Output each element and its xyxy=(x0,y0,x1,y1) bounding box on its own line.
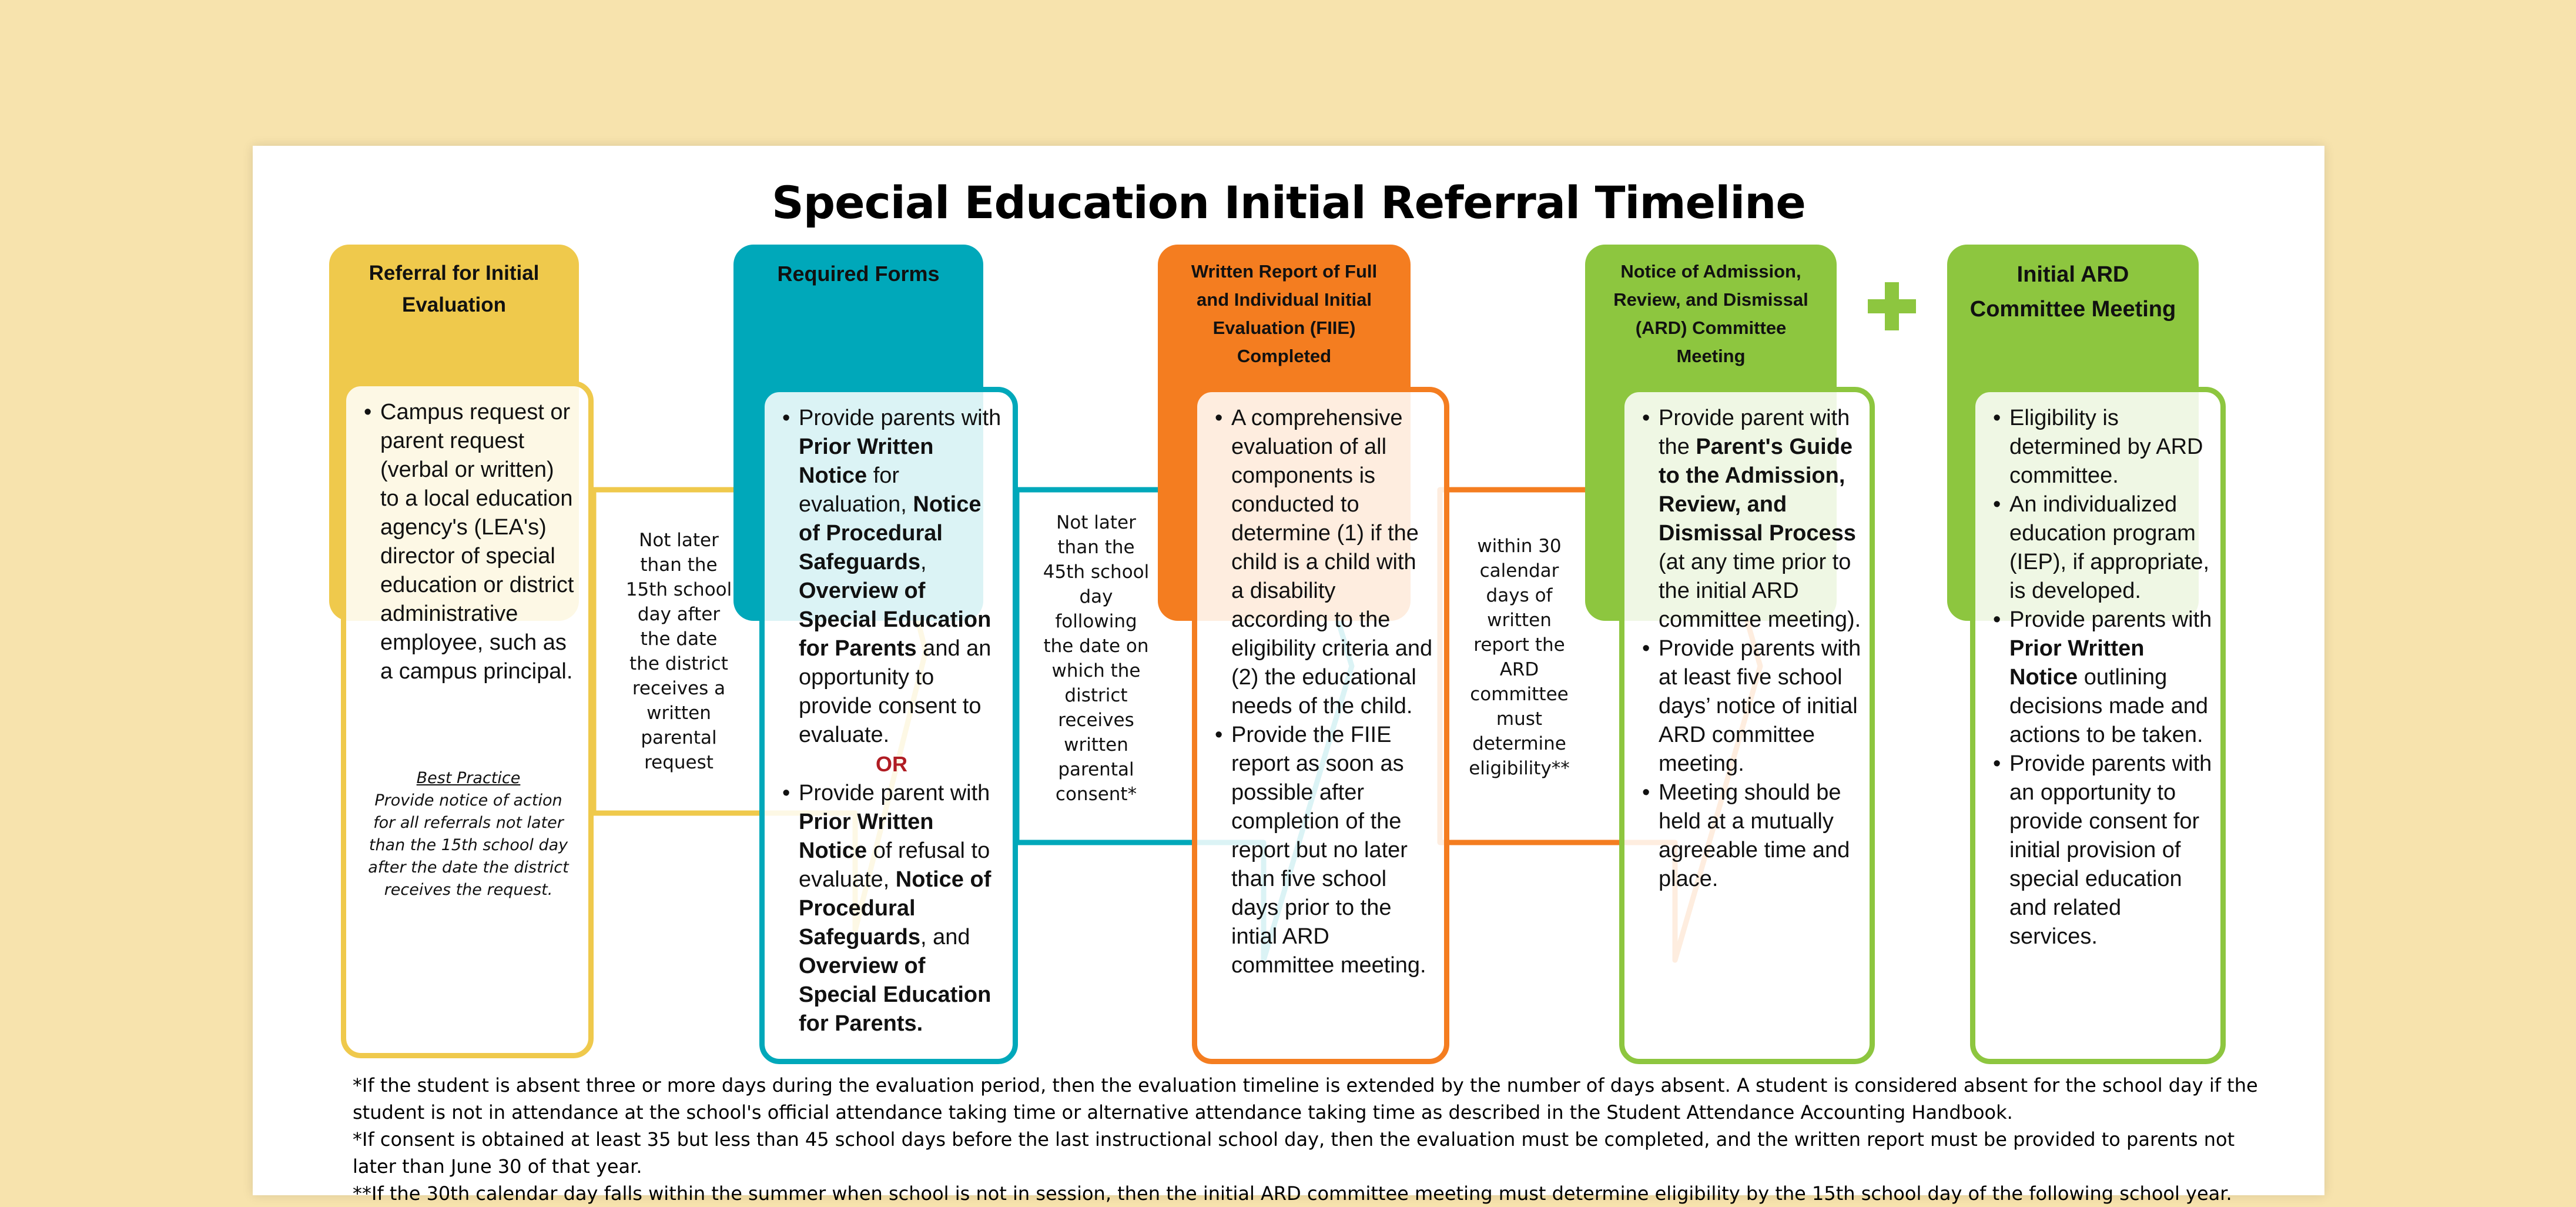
arrow-2-line: consent* xyxy=(1055,784,1137,805)
list-item xyxy=(781,779,1002,1038)
step-2-bullets-alt xyxy=(781,779,1002,1038)
best-practice-text: Provide notice of action for all referrals not later than the 15th school day after the date the district receives the request. xyxy=(368,791,569,899)
bullet-text-run: Notice of Procedural Safeguards xyxy=(799,492,982,574)
bullet-text-run: Prior Written Notice xyxy=(799,810,934,863)
step-5-bullets xyxy=(1992,404,2215,951)
bullet-text-run: outlining decisions made and actions to be taken. xyxy=(2009,665,2208,747)
bullet-text-run: Provide the FIIE report as soon as possible after completion of the report but no later than five school days prior to the intial ARD committee meeting. xyxy=(1231,723,1426,978)
footnote-2: *If consent is obtained at least 35 but less than 45 school days before the last instructional school day, then the evaluation must be completed, and the written report must be provided to parents not later than June 30 of that year. xyxy=(353,1128,2235,1178)
arrow-3-line: report the xyxy=(1473,634,1565,656)
arrow-2-line: following xyxy=(1055,611,1137,632)
step-1-title-line: Evaluation xyxy=(402,293,506,317)
arrow-1-line: 15th school xyxy=(625,579,732,600)
arrow-1-line: request xyxy=(644,752,713,773)
arrow-3-line: must xyxy=(1496,708,1543,730)
bullet-text-run: Campus request or parent request (verbal or written) to a local education agency's (LEA's) director of special education or district administrative employee, such as a campus principal. xyxy=(380,400,574,684)
step-3-bullets xyxy=(1214,404,1435,980)
arrow-2-line: receives xyxy=(1058,710,1134,731)
bullet-text-run: Parent's Guide to the Admission, Review, and Dismissal Process xyxy=(1659,434,1856,546)
step-4-title-line: Notice of Admission, xyxy=(1620,261,1801,282)
step-4-title-line: Meeting xyxy=(1676,346,1746,367)
arrow-3-line: calendar xyxy=(1479,560,1559,581)
bullet-text-run: Overview of Special Education for Parents xyxy=(799,579,991,661)
bullet-text-run: Provide parent with xyxy=(799,781,990,805)
step-1-bullets xyxy=(363,398,574,686)
arrow-2-line: which the xyxy=(1051,660,1141,681)
list-item xyxy=(1992,606,2215,750)
list-item xyxy=(1641,634,1861,778)
step-3-title-line: Written Report of Full xyxy=(1191,261,1378,282)
list-item xyxy=(1214,721,1435,980)
bullet-text-run: , and xyxy=(920,925,970,949)
list-item xyxy=(1641,778,1861,894)
step-4-bullets xyxy=(1641,404,1861,894)
page-title: Special Education Initial Referral Timeline xyxy=(772,176,1805,229)
list-item xyxy=(1992,750,2215,951)
arrow-1-line: receives a xyxy=(632,678,726,699)
step-3-card xyxy=(1192,387,1449,1064)
step-2-card xyxy=(759,387,1018,1064)
bullet-text-run: Provide parents with an opportunity to provide consent for initial provision of special education and related services. xyxy=(2009,751,2212,949)
step-2-bullets xyxy=(781,404,1002,750)
step-1-card xyxy=(341,381,594,1058)
bullet-text-run: (at any time prior to the initial ARD committee meeting). xyxy=(1659,550,1861,632)
bullet-text-run: for evaluation, xyxy=(799,463,913,517)
best-practice-heading: Best Practice xyxy=(416,769,521,787)
arrow-2-line: the date on xyxy=(1043,636,1149,657)
list-item xyxy=(1992,404,2215,490)
bullet-text-run: Prior Written Notice xyxy=(799,434,934,488)
plus-icon xyxy=(1868,282,1916,330)
bullet-text-run: An individualized education program (IEP), if appropriate, is developed. xyxy=(2009,492,2210,603)
list-item xyxy=(1214,404,1435,721)
step-4-title-line: Review, and Dismissal xyxy=(1613,289,1808,310)
step-5-title-line: Initial ARD xyxy=(2016,262,2129,287)
arrow-2-line: written xyxy=(1064,734,1128,755)
arrow-3-line: determine xyxy=(1472,733,1566,754)
bullet-text-run: A comprehensive evaluation of all components is conducted to determine (1) if the child is a child with a disability according to the eligibility criteria and (2) the educational needs of the child. xyxy=(1231,406,1433,718)
step-5-title-line: Committee Meeting xyxy=(1969,296,2176,322)
arrow-2-line: 45th school xyxy=(1043,561,1150,583)
list-item xyxy=(363,398,574,686)
bullet-text-run: Overview of Special Education for Parents. xyxy=(799,954,991,1036)
arrow-2-line: than the xyxy=(1057,537,1135,558)
or-label: OR xyxy=(876,752,907,776)
best-practice-note xyxy=(363,767,574,901)
bullet-text-run: of refusal to evaluate, xyxy=(799,838,990,892)
arrow-3-line: within 30 xyxy=(1477,536,1562,557)
bullet-text-run: Provide parents with at least five school days’ notice of initial ARD committee meeting. xyxy=(1659,636,1861,776)
bullet-text-run: Eligibility is determined by ARD committee. xyxy=(2009,406,2203,488)
footnote-1: *If the student is absent three or more days during the evaluation period, then the evaluation timeline is extended by the number of days absent. A student is considered absent for the school day if the student is not in attendance at the school's official attendance taking time or alternative attendance taking time as described in the Student Attendance Accounting Handbook. xyxy=(353,1074,2258,1124)
arrow-1-line: the date xyxy=(640,628,718,650)
bullet-text-run: and an opportunity to provide consent to evaluate. xyxy=(799,636,991,747)
bullet-text-run: , xyxy=(920,550,927,574)
step-3-title-line: Completed xyxy=(1237,346,1332,367)
step-3-title-line: and Individual Initial xyxy=(1197,289,1372,310)
bullet-text-run: Provide parents with xyxy=(799,406,1001,430)
step-5-card xyxy=(1970,387,2226,1064)
arrow-3-text xyxy=(1452,534,1587,781)
arrow-1-text xyxy=(608,528,749,775)
list-item xyxy=(781,404,1002,750)
arrow-1-line: the district xyxy=(629,653,728,674)
arrow-1-line: than the xyxy=(640,554,718,576)
footnote-3: **If the 30th calendar day falls within the summer when school is not in session, then the initial ARD committee meeting must determine eligibility by the 15th school day of the following school year. xyxy=(353,1182,2232,1205)
arrow-3-line: committee xyxy=(1470,684,1569,705)
bullet-text-run: Provide parents with xyxy=(2009,607,2212,632)
step-3-title-line: Evaluation (FIIE) xyxy=(1212,317,1356,339)
bullet-text-run: Prior Written Notice xyxy=(2009,636,2145,690)
arrow-2-line: parental xyxy=(1058,759,1134,780)
arrow-1-line: written xyxy=(646,703,711,724)
footnotes xyxy=(353,1072,2280,1207)
arrow-2-text xyxy=(1029,510,1164,807)
timeline-sheet xyxy=(253,146,2324,1205)
step-2-title-line: Required Forms xyxy=(777,262,940,286)
bullet-text-run: Meeting should be held at a mutually agreeable time and place. xyxy=(1659,780,1850,891)
arrow-1-line: Not later xyxy=(639,530,719,551)
arrow-3-line: days of xyxy=(1486,585,1553,606)
arrow-1-line: parental xyxy=(641,727,717,748)
list-item xyxy=(1992,490,2215,606)
arrow-3-line: written xyxy=(1487,610,1552,631)
arrow-2-line: Not later xyxy=(1056,512,1136,533)
step-1-title-line: Referral for Initial xyxy=(369,262,540,285)
arrow-2-line: district xyxy=(1064,685,1128,706)
list-item xyxy=(1641,404,1861,634)
arrow-1-line: day after xyxy=(637,604,721,625)
arrow-3-line: ARD xyxy=(1499,659,1539,680)
bullet-text-run: Provide parent with the xyxy=(1659,406,1850,459)
step-4-card xyxy=(1619,387,1875,1064)
arrow-2-line: day xyxy=(1079,586,1113,607)
bullet-text-run: Notice of Procedural Safeguards xyxy=(799,867,991,949)
arrow-3-line: eligibility** xyxy=(1469,758,1570,779)
step-4-title-line: (ARD) Committee xyxy=(1635,317,1787,339)
